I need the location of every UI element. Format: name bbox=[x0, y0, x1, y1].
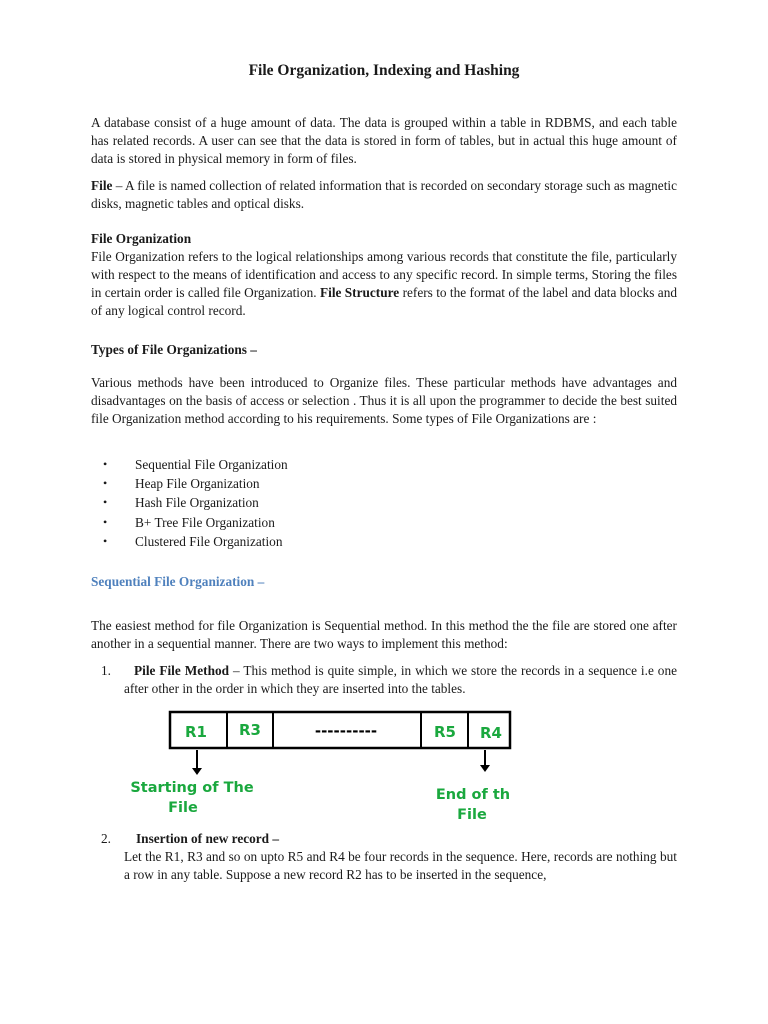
sequential-records-diagram bbox=[120, 700, 540, 830]
file-organization-text: File Organization refers to the logical relationships among various records that constitute the file, particularly with respect to the means of identification and access to any specific record. In simple terms, Storing the files in certain order is called file Organization. bbox=[91, 249, 677, 300]
pile-file-method-item bbox=[124, 662, 677, 698]
file-organization-types-list bbox=[91, 455, 591, 551]
list-item bbox=[91, 513, 591, 532]
list-item-label: Clustered File Organization bbox=[135, 533, 283, 549]
insertion-heading: Insertion of new record – bbox=[136, 831, 280, 846]
list-item bbox=[91, 474, 591, 493]
file-term: File bbox=[91, 178, 113, 193]
pile-file-method-title: Pile File Method bbox=[134, 663, 230, 678]
bullet-icon: • bbox=[103, 495, 108, 510]
record-r5-label: R5 bbox=[434, 723, 456, 741]
bullet-icon: • bbox=[103, 533, 108, 548]
end-label-line1: End of th bbox=[435, 787, 511, 803]
file-organization-heading: File Organization bbox=[91, 231, 192, 246]
file-structure-text: refers to the format of the label and data blocks and of any logical control record. bbox=[91, 285, 677, 318]
list-item bbox=[91, 455, 591, 474]
item-2-number: 2. bbox=[101, 831, 111, 846]
file-organization-paragraph bbox=[91, 248, 677, 320]
record-r3-label: R3 bbox=[239, 721, 261, 739]
start-label-line2: File bbox=[168, 800, 198, 816]
page-title: File Organization, Indexing and Hashing bbox=[248, 62, 520, 79]
file-definition-paragraph bbox=[91, 177, 677, 213]
list-item bbox=[91, 532, 591, 551]
bullet-icon: • bbox=[103, 457, 108, 471]
end-label-line2: File bbox=[457, 807, 487, 823]
item-1-number: 1. bbox=[101, 663, 111, 678]
insertion-paragraph: Let the R1, R3 and so on upto R5 and R4 be four records in the sequence. Here, records are nothing but a row in any table. Suppose a new record R2 has to be inserted in the sequence, bbox=[124, 849, 677, 882]
record-r4-label: R4 bbox=[480, 724, 502, 742]
record-r1-label: R1 bbox=[185, 723, 207, 741]
ellipsis-label: ---------- bbox=[314, 722, 378, 740]
start-label-line1: Starting of The bbox=[130, 780, 254, 796]
start-arrow-icon bbox=[192, 768, 202, 775]
sequential-paragraph: The easiest method for file Organization is Sequential method. In this method the the file are stored one after another in a sequential manner. There are two ways to implement this method: bbox=[91, 618, 677, 651]
file-definition-text: – A file is named collection of related information that is recorded on secondary storage such as magnetic disks, magnetic tables and optical disks. bbox=[91, 178, 677, 211]
bullet-icon: • bbox=[103, 476, 108, 491]
sequential-heading: Sequential File Organization – bbox=[91, 574, 265, 589]
list-item-label: B+ Tree File Organization bbox=[135, 514, 275, 530]
file-structure-term: File Structure bbox=[320, 285, 400, 300]
pile-file-method-text: – This method is quite simple, in which we store the records in a sequence i.e one after other in the order in which they are inserted into the tables. bbox=[124, 663, 677, 696]
list-item-label: Hash File Organization bbox=[135, 495, 259, 511]
list-item-label: Sequential File Organization bbox=[135, 457, 288, 472]
types-paragraph: Various methods have been introduced to Organize files. These particular methods have advantages and disadvantages on the basis of access or selection . Thus it is all upon the programmer to decide the best suited file Organization method according to his requirements. Some types of File Organizations are : bbox=[91, 375, 677, 426]
list-item-label: Heap File Organization bbox=[135, 476, 260, 492]
bullet-icon: • bbox=[103, 514, 108, 529]
list-item bbox=[91, 493, 591, 512]
end-arrow-icon bbox=[480, 765, 490, 772]
intro-paragraph: A database consist of a huge amount of data. The data is grouped within a table in RDBMS, and each table has related records. A user can see that the data is stored in form of tables, but in actual this huge amount of data is stored in physical memory in form of files. bbox=[91, 115, 677, 166]
types-heading: Types of File Organizations – bbox=[91, 342, 257, 357]
